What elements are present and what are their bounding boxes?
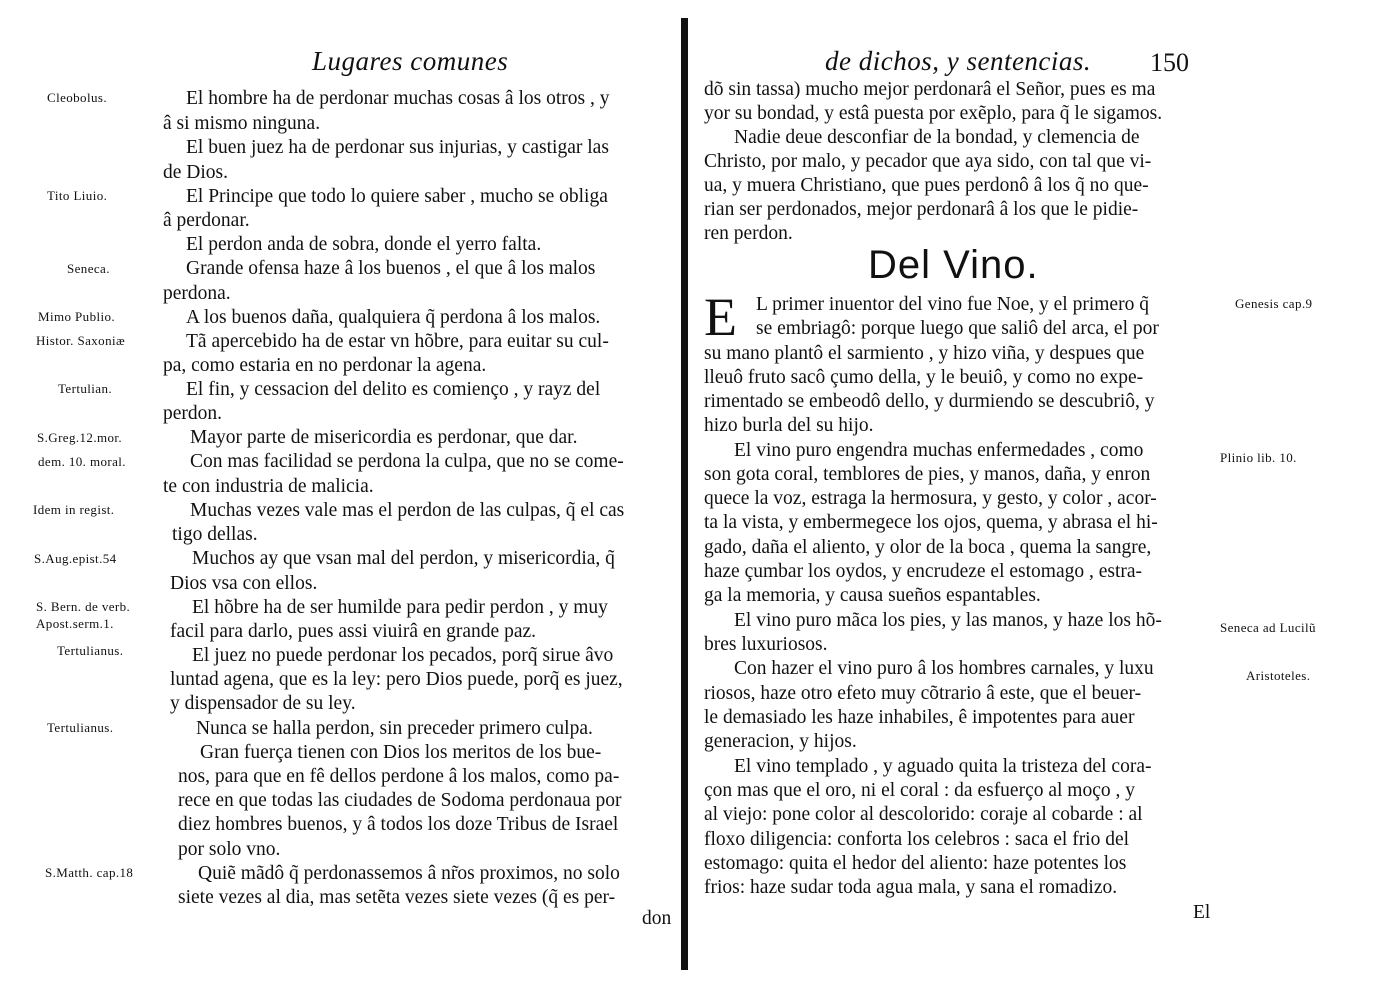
text-line: de Dios. [163, 162, 228, 183]
text-line: yor su bondad, y estâ puesta por exẽplo, para q̃ le sigamos. [704, 103, 1163, 124]
margin-note: Mimo Publio. [38, 309, 116, 324]
text-line: perdona. [163, 283, 231, 304]
margin-note: Histor. Saxoniæ [36, 333, 126, 348]
text-line: te con industria de malicia. [163, 476, 374, 497]
text-line: nos, para que en fê dellos perdone â los malos, como pa- [178, 766, 620, 787]
text-line: El hombre ha de perdonar muchas cosas â los otros , y [186, 88, 610, 109]
text-line: al viejo: pone color al descolorido: coraje al cobarde : al [704, 804, 1143, 825]
text-line: ren perdon. [704, 223, 793, 244]
margin-note: Tito Liuio. [47, 188, 108, 203]
margin-note: Tertulian. [58, 381, 112, 396]
text-line: quece la voz, estraga la hermosura, y gesto, y color , acor- [704, 488, 1157, 509]
text-line: Con mas facilidad se perdona la culpa, que no se come- [190, 451, 624, 472]
text-line: su mano plantô el sarmiento , y hizo viña, y despues que [704, 343, 1145, 364]
margin-note: Seneca ad Lucilũ [1220, 620, 1316, 635]
margin-note: Tertulianus. [57, 643, 124, 658]
running-head: Lugares comunes [312, 46, 509, 76]
margin-note: dem. 10. moral. [38, 454, 126, 469]
text-line: y dispensador de su ley. [170, 693, 356, 714]
right-page [690, 0, 1375, 1000]
margin-note: S.Matth. cap.18 [45, 865, 134, 880]
left-page [0, 0, 680, 1000]
text-line: estomago: quita el hedor del aliento: haze potentes los [704, 853, 1127, 874]
text-line: Muchos ay que vsan mal del perdon, y misericordia, q̃ [192, 548, 615, 569]
text-line: El juez no puede perdonar los pecados, porq̃ sirue âvo [192, 645, 614, 666]
text-line: son gota coral, temblores de pies, y manos, daña, y enron [704, 464, 1151, 485]
section-title: Del Vino. [868, 243, 1039, 287]
text-line: Nadie deue desconfiar de la bondad, y clemencia de [734, 127, 1140, 148]
margin-note: Cleobolus. [47, 90, 107, 105]
text-line: El vino puro mãca los pies, y las manos, y haze los hõ- [734, 610, 1162, 631]
text-line: floxo diligencia: conforta los celebros : saca el frio del [704, 829, 1130, 850]
catchword: El [1193, 902, 1211, 923]
text-line: por solo vno. [178, 839, 281, 860]
text-line: El buen juez ha de perdonar sus injurias, y castigar las [186, 137, 609, 158]
text-line: El fin, y cessacion del delito es comienço , y rayz del [186, 379, 601, 400]
folio-number: 150 [1150, 48, 1189, 77]
text-line: Nunca se halla perdon, sin preceder primero culpa. [196, 718, 593, 739]
text-line: pa, como estaria en no perdonar la agena. [163, 355, 487, 376]
margin-note: S.Greg.12.mor. [37, 430, 123, 445]
text-line: generacion, y hijos. [704, 731, 857, 752]
text-line: rece en que todas las ciudades de Sodoma perdonaua por [178, 790, 622, 811]
margin-note: Idem in regist. [33, 502, 115, 517]
text-line: rimentado se embeodô dello, y durmiendo se descubriô, y [704, 391, 1155, 412]
margin-note: Apost.serm.1. [36, 616, 114, 631]
margin-note: S.Aug.epist.54 [34, 551, 117, 566]
text-line: Dios vsa con ellos. [170, 573, 318, 594]
text-line: Gran fuerça tienen con Dios los meritos de los bue- [200, 742, 602, 763]
margin-note: Aristoteles. [1246, 668, 1311, 683]
running-head: de dichos, y sentencias. [825, 46, 1092, 76]
text-line: â perdonar. [163, 210, 250, 231]
margin-note: Tertulianus. [47, 720, 114, 735]
text-line: ga la memoria, y causa sueños espantables. [704, 585, 1041, 606]
text-line: haze çumbar los oydos, y encrudeze el estomago , estra- [704, 561, 1143, 582]
text-line: le demasiado les haze inhabiles, ê impotentes para auer [704, 707, 1135, 728]
text-line: riosos, haze otro efeto muy cõtrario â este, que el beuer- [704, 683, 1142, 704]
text-line: bres luxuriosos. [704, 634, 828, 655]
text-line: El vino puro engendra muchas enfermedades , como [734, 440, 1144, 461]
text-line: dõ sin tassa) mucho mejor perdonarâ el Señor, pues es ma [704, 79, 1156, 100]
text-line: luntad agena, que es la ley: pero Dios puede, porq̃ es juez, [170, 669, 623, 690]
text-line: El vino templado , y aguado quita la tristeza del cora- [734, 756, 1152, 777]
catchword: don [642, 908, 672, 929]
text-line: â si mismo ninguna. [163, 113, 321, 134]
margin-note: Plinio lib. 10. [1220, 450, 1297, 465]
text-line: A los buenos daña, qualquiera q̃ perdona â los malos. [186, 307, 601, 328]
text-line: gado, daña el aliento, y olor de la boca , quema la sangre, [704, 537, 1152, 558]
text-line: ta la vista, y embermegece los ojos, quema, y abrasa el hi- [704, 512, 1158, 533]
text-line: Mayor parte de misericordia es perdonar, que dar. [190, 427, 578, 448]
text-line: Grande ofensa haze â los buenos , el que â los malos [186, 258, 596, 279]
margin-note: Seneca. [67, 261, 110, 276]
text-line: Christo, por malo, y pecador que aya sido, con tal que vi- [704, 151, 1152, 172]
text-line: ua, y muera Christiano, que pues perdonô â los q̃ no que- [704, 175, 1149, 196]
drop-cap: E [704, 287, 737, 347]
text-line: L primer inuentor del vino fue Noe, y el primero q̃ [756, 294, 1149, 315]
text-line: Con hazer el vino puro â los hombres carnales, y luxu [734, 658, 1154, 679]
gutter-divider [681, 18, 688, 970]
text-line: El hõbre ha de ser humilde para pedir perdon , y muy [192, 597, 608, 618]
text-line: perdon. [163, 403, 223, 424]
text-line: se embriagô: porque luego que saliô del arca, el por [756, 318, 1159, 339]
text-line: hizo burla del su hijo. [704, 415, 874, 436]
text-line: çon mas que el oro, ni el coral : da esfuerço al moço , y [704, 780, 1136, 801]
text-line: diez hombres buenos, y â todos los doze Tribus de Israel [178, 814, 619, 835]
text-line: Muchas vezes vale mas el perdon de las culpas, q̃ el cas [190, 500, 625, 521]
text-line: El perdon anda de sobra, donde el yerro falta. [186, 234, 542, 255]
text-line: Quiẽ mãdô q̃ perdonassemos â nr̃os proximos, no solo [198, 863, 620, 884]
text-line: lleuô fruto sacô çumo della, y le beuiô, y como no expe- [704, 367, 1144, 388]
text-line: rian ser perdonados, mejor perdonarâ â los que le pidie- [704, 199, 1139, 220]
text-line: Tã apercebido ha de estar vn hõbre, para euitar su cul- [186, 331, 609, 352]
text-line: tigo dellas. [172, 524, 258, 545]
text-line: siete vezes al dia, mas setẽta vezes siete vezes (q̃ es per- [178, 887, 616, 908]
text-line: El Principe que todo lo quiere saber , mucho se obliga [186, 186, 608, 207]
text-line: facil para darlo, pues assi viuirâ en grande paz. [170, 621, 537, 642]
text-line: frios: haze sudar toda agua mala, y sana el romadizo. [704, 877, 1118, 898]
margin-note: S. Bern. de verb. [36, 599, 131, 614]
margin-note: Genesis cap.9 [1235, 296, 1313, 311]
